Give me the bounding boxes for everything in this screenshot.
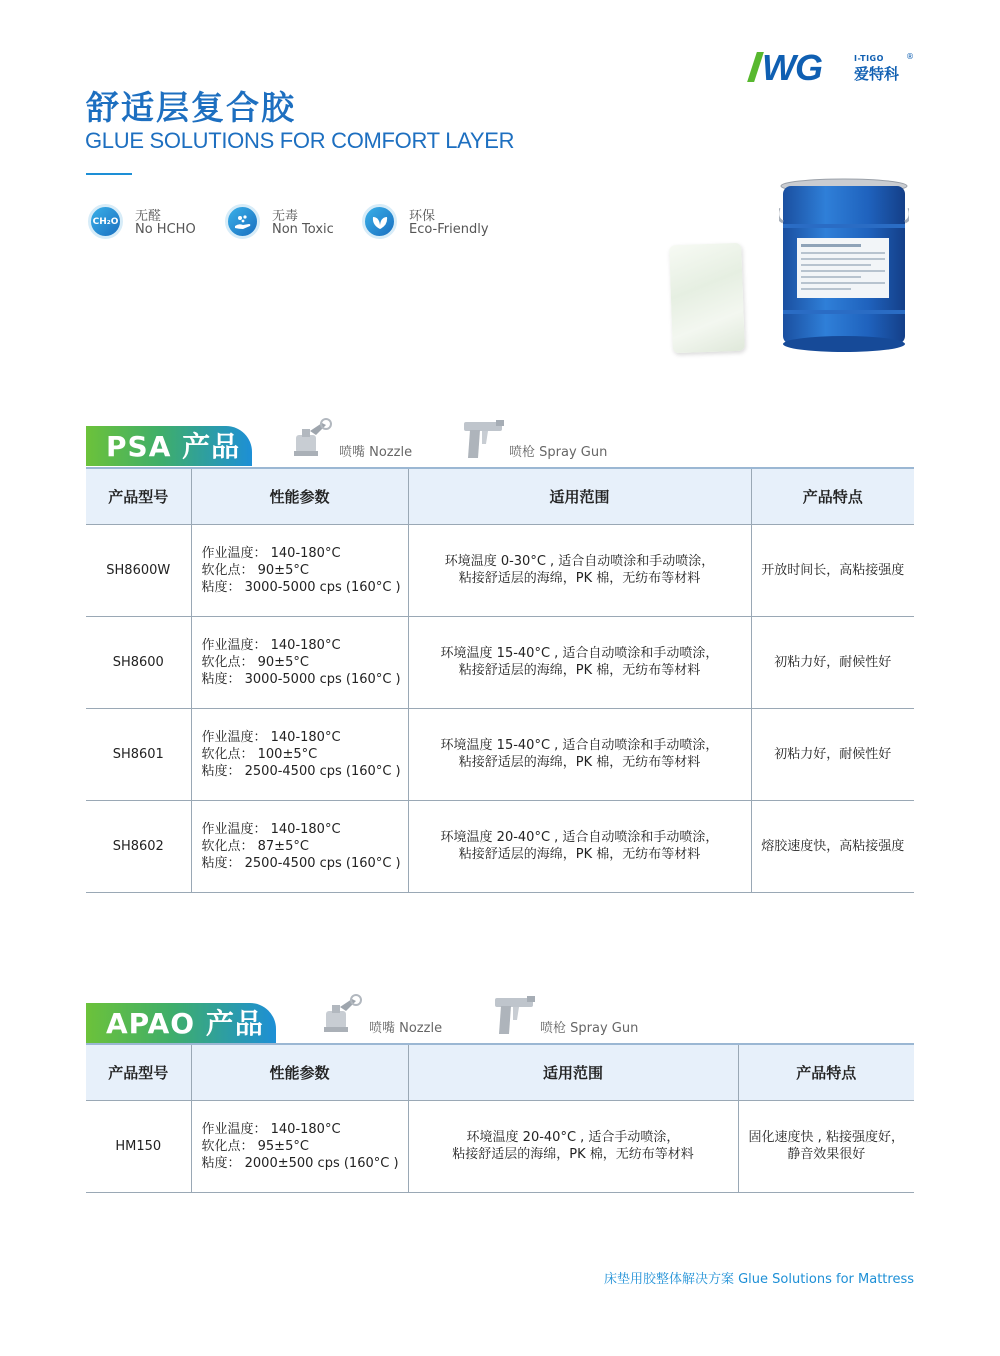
feature-cell: [751, 800, 914, 892]
feature-label-cn: 无毒: [272, 209, 299, 224]
feature-line: 静音效果很好: [787, 1147, 866, 1162]
nozzle-icon: [292, 415, 334, 459]
page-title-en: GLUE SOLUTIONS FOR COMFORT LAYER: [85, 128, 515, 153]
range-line: 环境温度 20-40°C , 适合自动喷涂和手动喷涂，: [440, 830, 719, 845]
logo-registered: ®: [906, 52, 914, 61]
feature-cell: [751, 616, 914, 708]
psa-spray-gun-label: 喷枪 Spray Gun: [509, 445, 608, 460]
param-line: 软化点： 95±5°C: [201, 1138, 309, 1154]
range-line: 粘接舒适层的海绵，PK 棉，无纺布等材料: [458, 847, 701, 862]
feature-label-cn: 环保: [409, 209, 436, 224]
column-header-features: 产品特点: [738, 1044, 914, 1100]
param-line: 作业温度： 140-180°C: [201, 637, 341, 653]
range-line: 环境温度 15-40°C , 适合自动喷涂和手动喷涂，: [440, 646, 719, 661]
column-header-model: 产品型号: [86, 1044, 191, 1100]
apao-tab-prefix: APAO: [106, 1007, 196, 1040]
column-header-range: 适用范围: [408, 468, 751, 524]
table-row: [86, 524, 914, 616]
feature-cell: [751, 524, 914, 616]
psa-tab-prefix: PSA: [106, 430, 172, 463]
param-line: 粘度： 3000-5000 cps (160°C ): [201, 671, 401, 687]
range-line: 粘接舒适层的海绵，PK 棉，无纺布等材料: [452, 1147, 694, 1162]
range-line: 环境温度 20-40°C , 适合手动喷涂，: [466, 1130, 680, 1145]
column-header-params: 性能参数: [191, 1044, 408, 1100]
table-row: [86, 616, 914, 708]
range-cell: [408, 708, 751, 800]
range-cell: [408, 524, 751, 616]
feature-line: 初粘力好，耐候性好: [774, 654, 892, 670]
table-row: [86, 708, 914, 800]
range-line: 环境温度 15-40°C , 适合自动喷涂和手动喷涂，: [440, 738, 719, 753]
model-cell: HM150: [86, 1100, 191, 1192]
brand-logo: [752, 47, 917, 88]
psa-section-tab: [86, 426, 252, 466]
apao-section-tab: [86, 1003, 276, 1043]
feature-cell: [738, 1100, 914, 1192]
column-header-features: 产品特点: [751, 468, 914, 524]
footer-tagline: 床垫用胶整体解决方案 Glue Solutions for Mattress: [603, 1272, 914, 1287]
apao-nozzle-label: 喷嘴 Nozzle: [369, 1021, 443, 1036]
range-cell: [408, 1100, 738, 1192]
param-line: 粘度： 2000±500 cps (160°C ): [201, 1155, 399, 1171]
range-line: 粘接舒适层的海绵，PK 棉，无纺布等材料: [458, 571, 701, 586]
range-line: 粘接舒适层的海绵，PK 棉，无纺布等材料: [458, 663, 701, 678]
feature-line: 固化速度快 , 粘接强度好，: [748, 1130, 904, 1145]
logo-mark: WG: [752, 50, 822, 86]
ch2o-icon: CH₂O: [88, 204, 123, 239]
hand-drops-icon: [225, 204, 260, 239]
model-cell: SH8602: [86, 800, 191, 892]
leaf-icon: [362, 204, 397, 239]
feature-label-en: No HCHO: [135, 222, 196, 237]
range-line: 粘接舒适层的海绵，PK 棉，无纺布等材料: [458, 755, 701, 770]
model-cell: SH8601: [86, 708, 191, 800]
apao-tab-suffix: 产品: [205, 1007, 264, 1040]
feature-line: 开放时间长，高粘接强度: [761, 562, 905, 578]
params-cell: [191, 708, 408, 800]
column-header-model: 产品型号: [86, 468, 191, 524]
range-line: 环境温度 0-30°C , 适合自动喷涂和手动喷涂，: [444, 554, 715, 569]
column-header-range: 适用范围: [408, 1044, 738, 1100]
table-row: [86, 800, 914, 892]
glue-drum-image: [779, 178, 909, 354]
range-cell: [408, 800, 751, 892]
params-cell: [191, 800, 408, 892]
param-line: 软化点： 87±5°C: [201, 838, 309, 854]
param-line: 作业温度： 140-180°C: [201, 729, 341, 745]
model-cell: SH8600W: [86, 524, 191, 616]
feature-line: 熔胶速度快，高粘接强度: [761, 838, 905, 854]
spray-gun-icon: [460, 416, 506, 460]
apao-spec-table: [86, 1043, 914, 1193]
feature-line: 初粘力好，耐候性好: [774, 746, 892, 762]
psa-spec-table: [86, 467, 914, 893]
nozzle-icon: [322, 991, 364, 1035]
params-cell: [191, 616, 408, 708]
logo-sub-cn: 爱特科: [854, 65, 900, 83]
param-line: 粘度： 2500-4500 cps (160°C ): [201, 763, 401, 779]
feature-label-en: Non Toxic: [272, 222, 334, 237]
param-line: 软化点： 90±5°C: [201, 562, 309, 578]
param-line: 作业温度： 140-180°C: [201, 821, 341, 837]
title-divider: [86, 173, 132, 175]
spray-gun-icon: [491, 992, 537, 1036]
model-cell: SH8600: [86, 616, 191, 708]
params-cell: [191, 524, 408, 616]
param-line: 作业温度： 140-180°C: [201, 1121, 341, 1137]
glue-bag-image: [669, 243, 745, 353]
param-line: 粘度： 3000-5000 cps (160°C ): [201, 579, 401, 595]
feature-cell: [751, 708, 914, 800]
psa-nozzle-label: 喷嘴 Nozzle: [339, 445, 413, 460]
param-line: 软化点： 100±5°C: [201, 746, 318, 762]
feature-label-en: Eco-Friendly: [409, 222, 489, 237]
table-row: [86, 1100, 914, 1192]
param-line: 粘度： 2500-4500 cps (160°C ): [201, 855, 401, 871]
param-line: 软化点： 90±5°C: [201, 654, 309, 670]
range-cell: [408, 616, 751, 708]
params-cell: [191, 1100, 408, 1192]
psa-tab-suffix: 产品: [182, 430, 241, 463]
logo-sub-en: I-TIGO: [854, 54, 884, 63]
apao-spray-gun-label: 喷枪 Spray Gun: [540, 1021, 639, 1036]
column-header-params: 性能参数: [191, 468, 408, 524]
page-title-cn: 舒适层复合胶: [86, 88, 296, 127]
param-line: 作业温度： 140-180°C: [201, 545, 341, 561]
feature-label-cn: 无醛: [135, 209, 162, 224]
